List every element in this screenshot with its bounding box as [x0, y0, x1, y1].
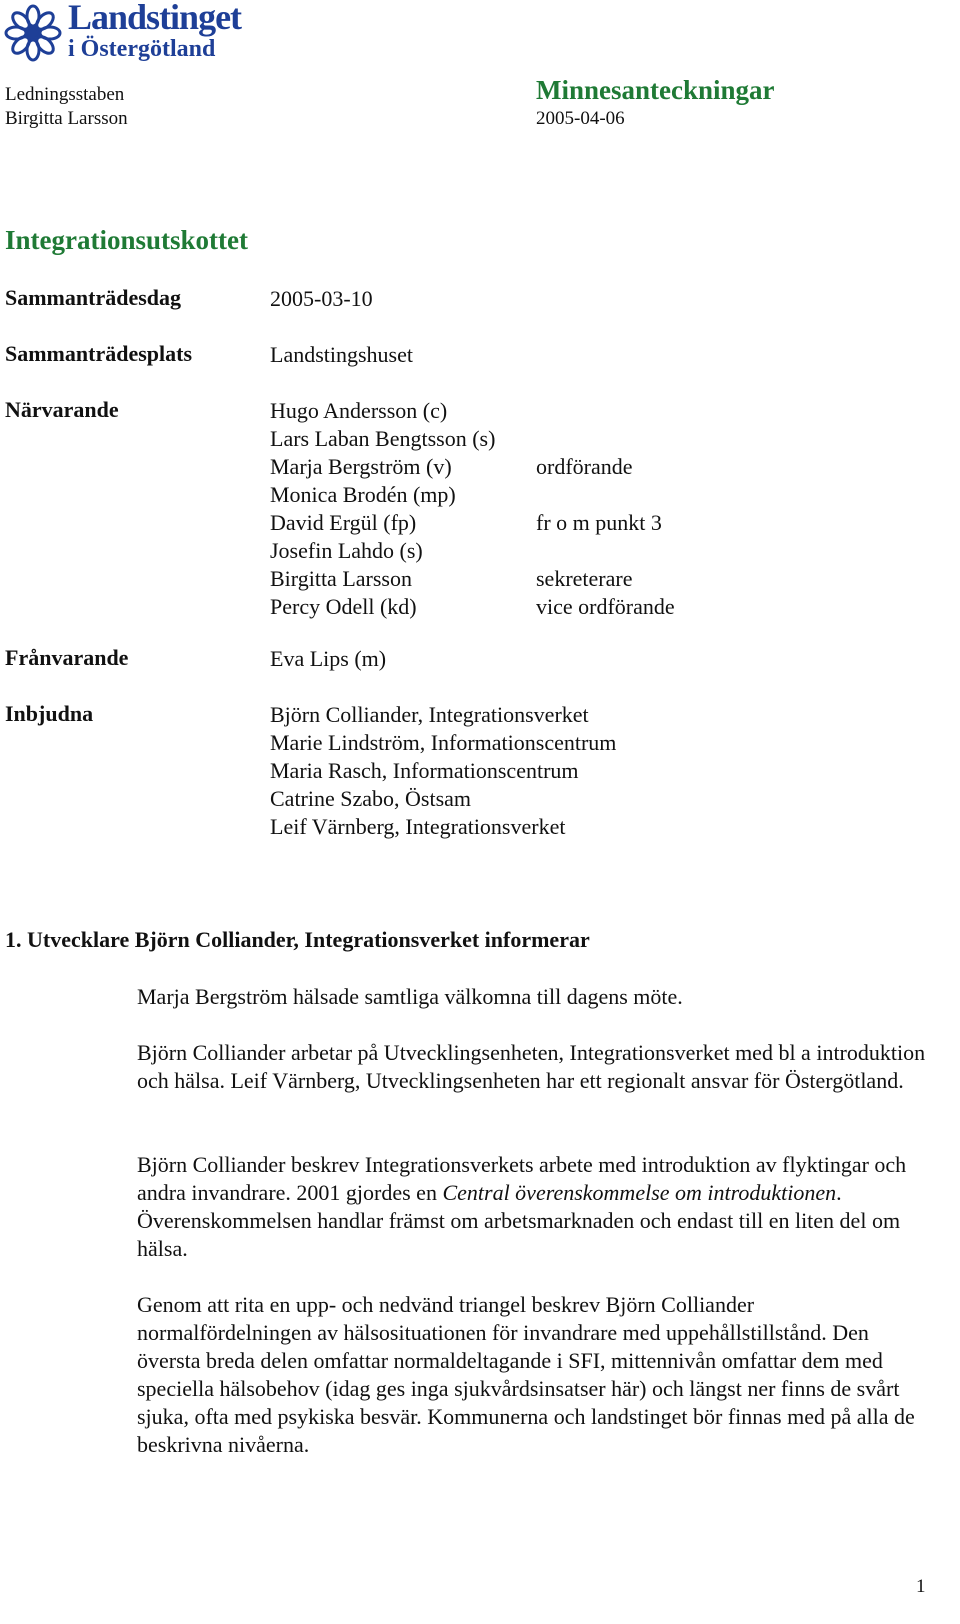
document-type: Minnesanteckningar [536, 75, 775, 105]
present-role: fr o m punkt 3 [536, 510, 662, 535]
logo [4, 2, 244, 68]
present-roles [536, 397, 675, 621]
present-name: Percy Odell (kd) [270, 594, 417, 619]
logo-title: Landstinget [68, 0, 242, 37]
meeting-date-label: Sammanträdesdag [5, 285, 182, 310]
department: Ledningsstaben [5, 84, 125, 105]
absent-name: Eva Lips (m) [270, 646, 387, 671]
present-role: sekreterare [536, 566, 633, 591]
paragraph [137, 1151, 937, 1263]
present-name: Monica Brodén (mp) [270, 482, 456, 507]
present-role: ordförande [536, 454, 633, 479]
section-heading: 1. Utvecklare Björn Colliander, Integrationsverket informerar [5, 927, 590, 952]
invited-label: Inbjudna [5, 701, 94, 726]
invited-name: Marie Lindström, Informationscentrum [270, 730, 617, 755]
present-name: Marja Bergström (v) [270, 454, 452, 479]
absent-label: Frånvarande [5, 645, 129, 670]
present-name: Hugo Andersson (c) [270, 398, 448, 423]
present-name: Birgitta Larsson [270, 566, 412, 591]
paragraph: Genom att rita en upp- och nedvänd triangel beskrev Björn Colliander normalfördelningen av hälsosituationen för invandrare med uppehållstillstånd. Den översta breda delen omfattar normaldeltagande i SFI, mittennivån omfattar dem med speciella hälsobehov (idag ges inga sjukvårdsinsatser här) och längst ner finns de svårt sjuka, ofta med psykiska besvär. Kommunerna och landstinget bör finnas med på alla de beskrivna nivåerna. [137, 1292, 915, 1457]
present-name: Lars Laban Bengtsson (s) [270, 426, 496, 451]
present-role: vice ordförande [536, 594, 675, 619]
agreement-title: Central överenskommelse om introduktionen [442, 1180, 837, 1205]
author: Birgitta Larsson [5, 108, 128, 129]
meeting-date-value: 2005-03-10 [270, 286, 373, 311]
meeting-place-label: Sammanträdesplats [5, 341, 193, 366]
paragraph-text: . Överenskommelsen handlar främst om arbetsmarknaden och endast till en liten del om hälsa. [137, 1180, 901, 1261]
page-number: 1 [916, 1576, 926, 1597]
present-name: David Ergül (fp) [270, 510, 417, 535]
present-role [536, 537, 675, 565]
paragraph: Marja Bergström hälsade samtliga välkomna till dagens möte. [137, 984, 683, 1009]
paragraph: Björn Colliander arbetar på Utvecklingsenheten, Integrationsverket med bl a introduktion och hälsa. Leif Värnberg, Utvecklingsenheten har ett regionalt ansvar för Östergötland. [137, 1040, 926, 1093]
invited-name: Björn Colliander, Integrationsverket [270, 702, 589, 727]
committee-title: Integrationsutskottet [5, 225, 248, 255]
invited-name: Catrine Szabo, Östsam [270, 786, 472, 811]
meeting-place-value: Landstingshuset [270, 342, 413, 367]
present-label: Närvarande [5, 397, 119, 422]
logo-subtitle: i Östergötland [68, 36, 216, 62]
document-date: 2005-04-06 [536, 108, 625, 129]
present-role [536, 397, 675, 425]
present-role [536, 481, 675, 509]
invited-name: Maria Rasch, Informationscentrum [270, 758, 579, 783]
paragraph-text: Björn Colliander beskrev Integrationsverkets arbete med introduktion av flyktingar och andra invandrare. 2001 gjordes en [137, 1152, 907, 1205]
present-list [270, 397, 495, 621]
flower-emblem-icon [4, 4, 62, 62]
invited-name: Leif Värnberg, Integrationsverket [270, 814, 566, 839]
present-role [536, 425, 675, 453]
invited-list [270, 701, 616, 841]
present-name: Josefin Lahdo (s) [270, 538, 423, 563]
